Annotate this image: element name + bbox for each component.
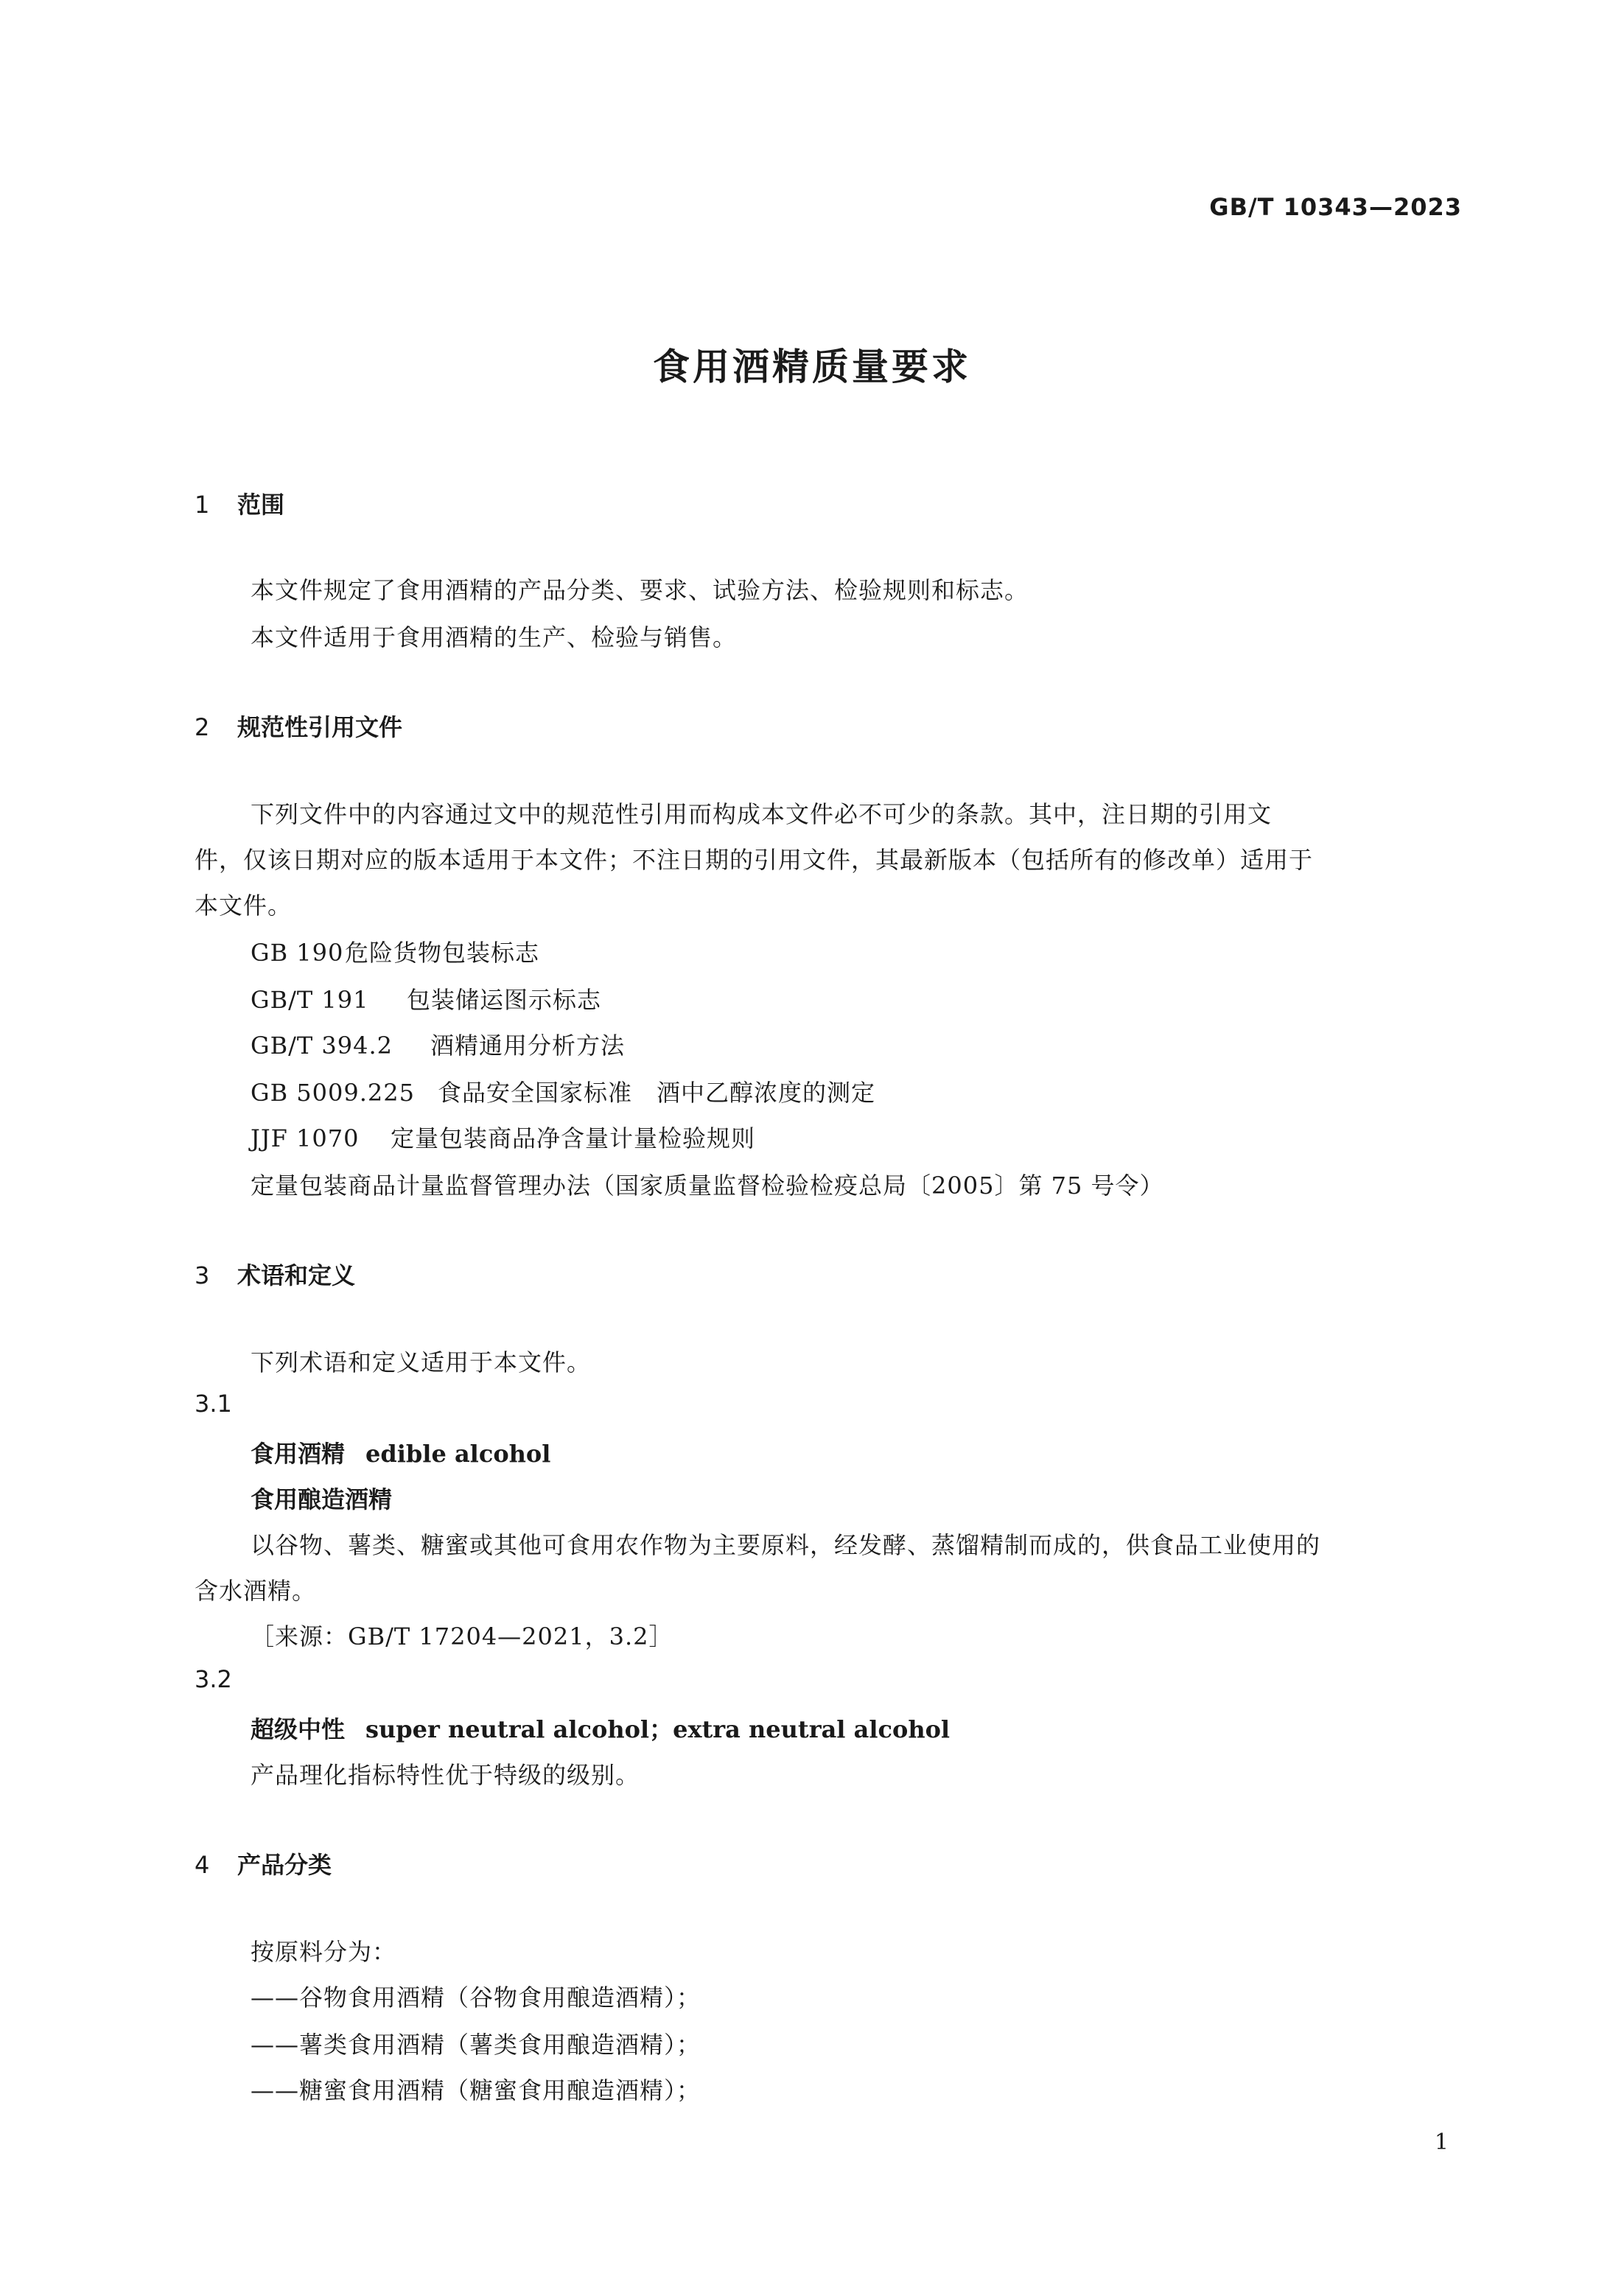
reference-code: GB/T 394.2 (251, 1032, 393, 1060)
section-number: 3 (195, 1261, 210, 1289)
clause-number: 3.1 (195, 1390, 232, 1418)
reference-code: GB 5009.225 (251, 1079, 415, 1107)
list-item: ——薯类食用酒精（薯类食用酿造酒精）； (251, 2031, 701, 2059)
reference-name: 包装储运图示标志 (407, 986, 602, 1014)
paragraph: 本文件适用于食用酒精的生产、检验与销售。 (251, 623, 738, 651)
page-number: 1 (1434, 2129, 1449, 2155)
list-item: ——糖蜜食用酒精（糖蜜食用酿造酒精）； (251, 2076, 701, 2104)
reference-name: 酒精通用分析方法 (430, 1032, 626, 1060)
reference-item (251, 1120, 755, 1154)
reference-code: GB 190 (251, 939, 344, 967)
section-number: 4 (195, 1851, 210, 1879)
term-entry (251, 1711, 950, 1745)
paragraph: 按原料分为： (251, 1938, 397, 1966)
paragraph-line: 件，仅该日期对应的版本适用于本文件；不注日期的引用文件，其最新版本（包括所有的修改单）适用于 (195, 846, 1314, 874)
definition-line: 以谷物、薯类、糖蜜或其他可食用农作物为主要原料，经发酵、蒸馏精制而成的，供食品工业使用的 (251, 1531, 1321, 1559)
paragraph: 本文件规定了食用酒精的产品分类、要求、试验方法、检验规则和标志。 (251, 576, 1029, 604)
document-title: 食用酒精质量要求 (653, 346, 971, 388)
definition-line: 产品理化指标特性优于特级的级别。 (251, 1761, 640, 1789)
reference-name: 危险货物包装标志 (345, 939, 540, 967)
section-3-heading (195, 1257, 355, 1291)
definition-line: 含水酒精。 (195, 1577, 317, 1605)
term-admitted: 食用酿造酒精 (251, 1485, 393, 1513)
reference-code: GB/T 191 (251, 986, 369, 1014)
paragraph-line: 下列文件中的内容通过文中的规范性引用而构成本文件必不可少的条款。其中，注日期的引用文 (251, 800, 1273, 828)
section-number: 2 (195, 713, 210, 741)
reference-item (251, 1027, 625, 1061)
reference-name: 定量包装商品净含量计量检验规则 (391, 1124, 756, 1152)
standard-number: GB/T 10343—2023 (1209, 193, 1462, 221)
term-en: super neutral alcohol；extra neutral alcohol (365, 1715, 951, 1743)
term-en: edible alcohol (365, 1440, 551, 1468)
section-2-heading (195, 709, 402, 743)
reference-item: 定量包装商品计量监督管理办法（国家质量监督检验检疫总局〔2005〕第 75 号令） (251, 1172, 1164, 1200)
section-title: 规范性引用文件 (237, 713, 403, 741)
term-entry (251, 1435, 550, 1469)
reference-item (251, 1074, 875, 1108)
reference-code: JJF 1070 (251, 1124, 360, 1152)
source-note: ［来源：GB/T 17204—2021，3.2］ (251, 1622, 673, 1650)
term-cn: 超级中性 (251, 1715, 346, 1743)
term-cn: 食用酒精 (251, 1440, 346, 1468)
section-1-heading (195, 486, 284, 520)
paragraph: 下列术语和定义适用于本文件。 (251, 1348, 592, 1376)
reference-item (251, 934, 539, 968)
section-title: 术语和定义 (237, 1261, 356, 1289)
list-item: ——谷物食用酒精（谷物食用酿造酒精）； (251, 1984, 701, 2012)
reference-item (251, 981, 601, 1015)
section-title: 范围 (237, 491, 285, 519)
reference-name: 食品安全国家标准 酒中乙醇浓度的测定 (438, 1079, 876, 1107)
clause-number: 3.2 (195, 1665, 232, 1693)
section-number: 1 (195, 491, 210, 519)
section-4-heading (195, 1846, 332, 1880)
section-title: 产品分类 (237, 1851, 332, 1879)
paragraph-line: 本文件。 (195, 892, 293, 920)
